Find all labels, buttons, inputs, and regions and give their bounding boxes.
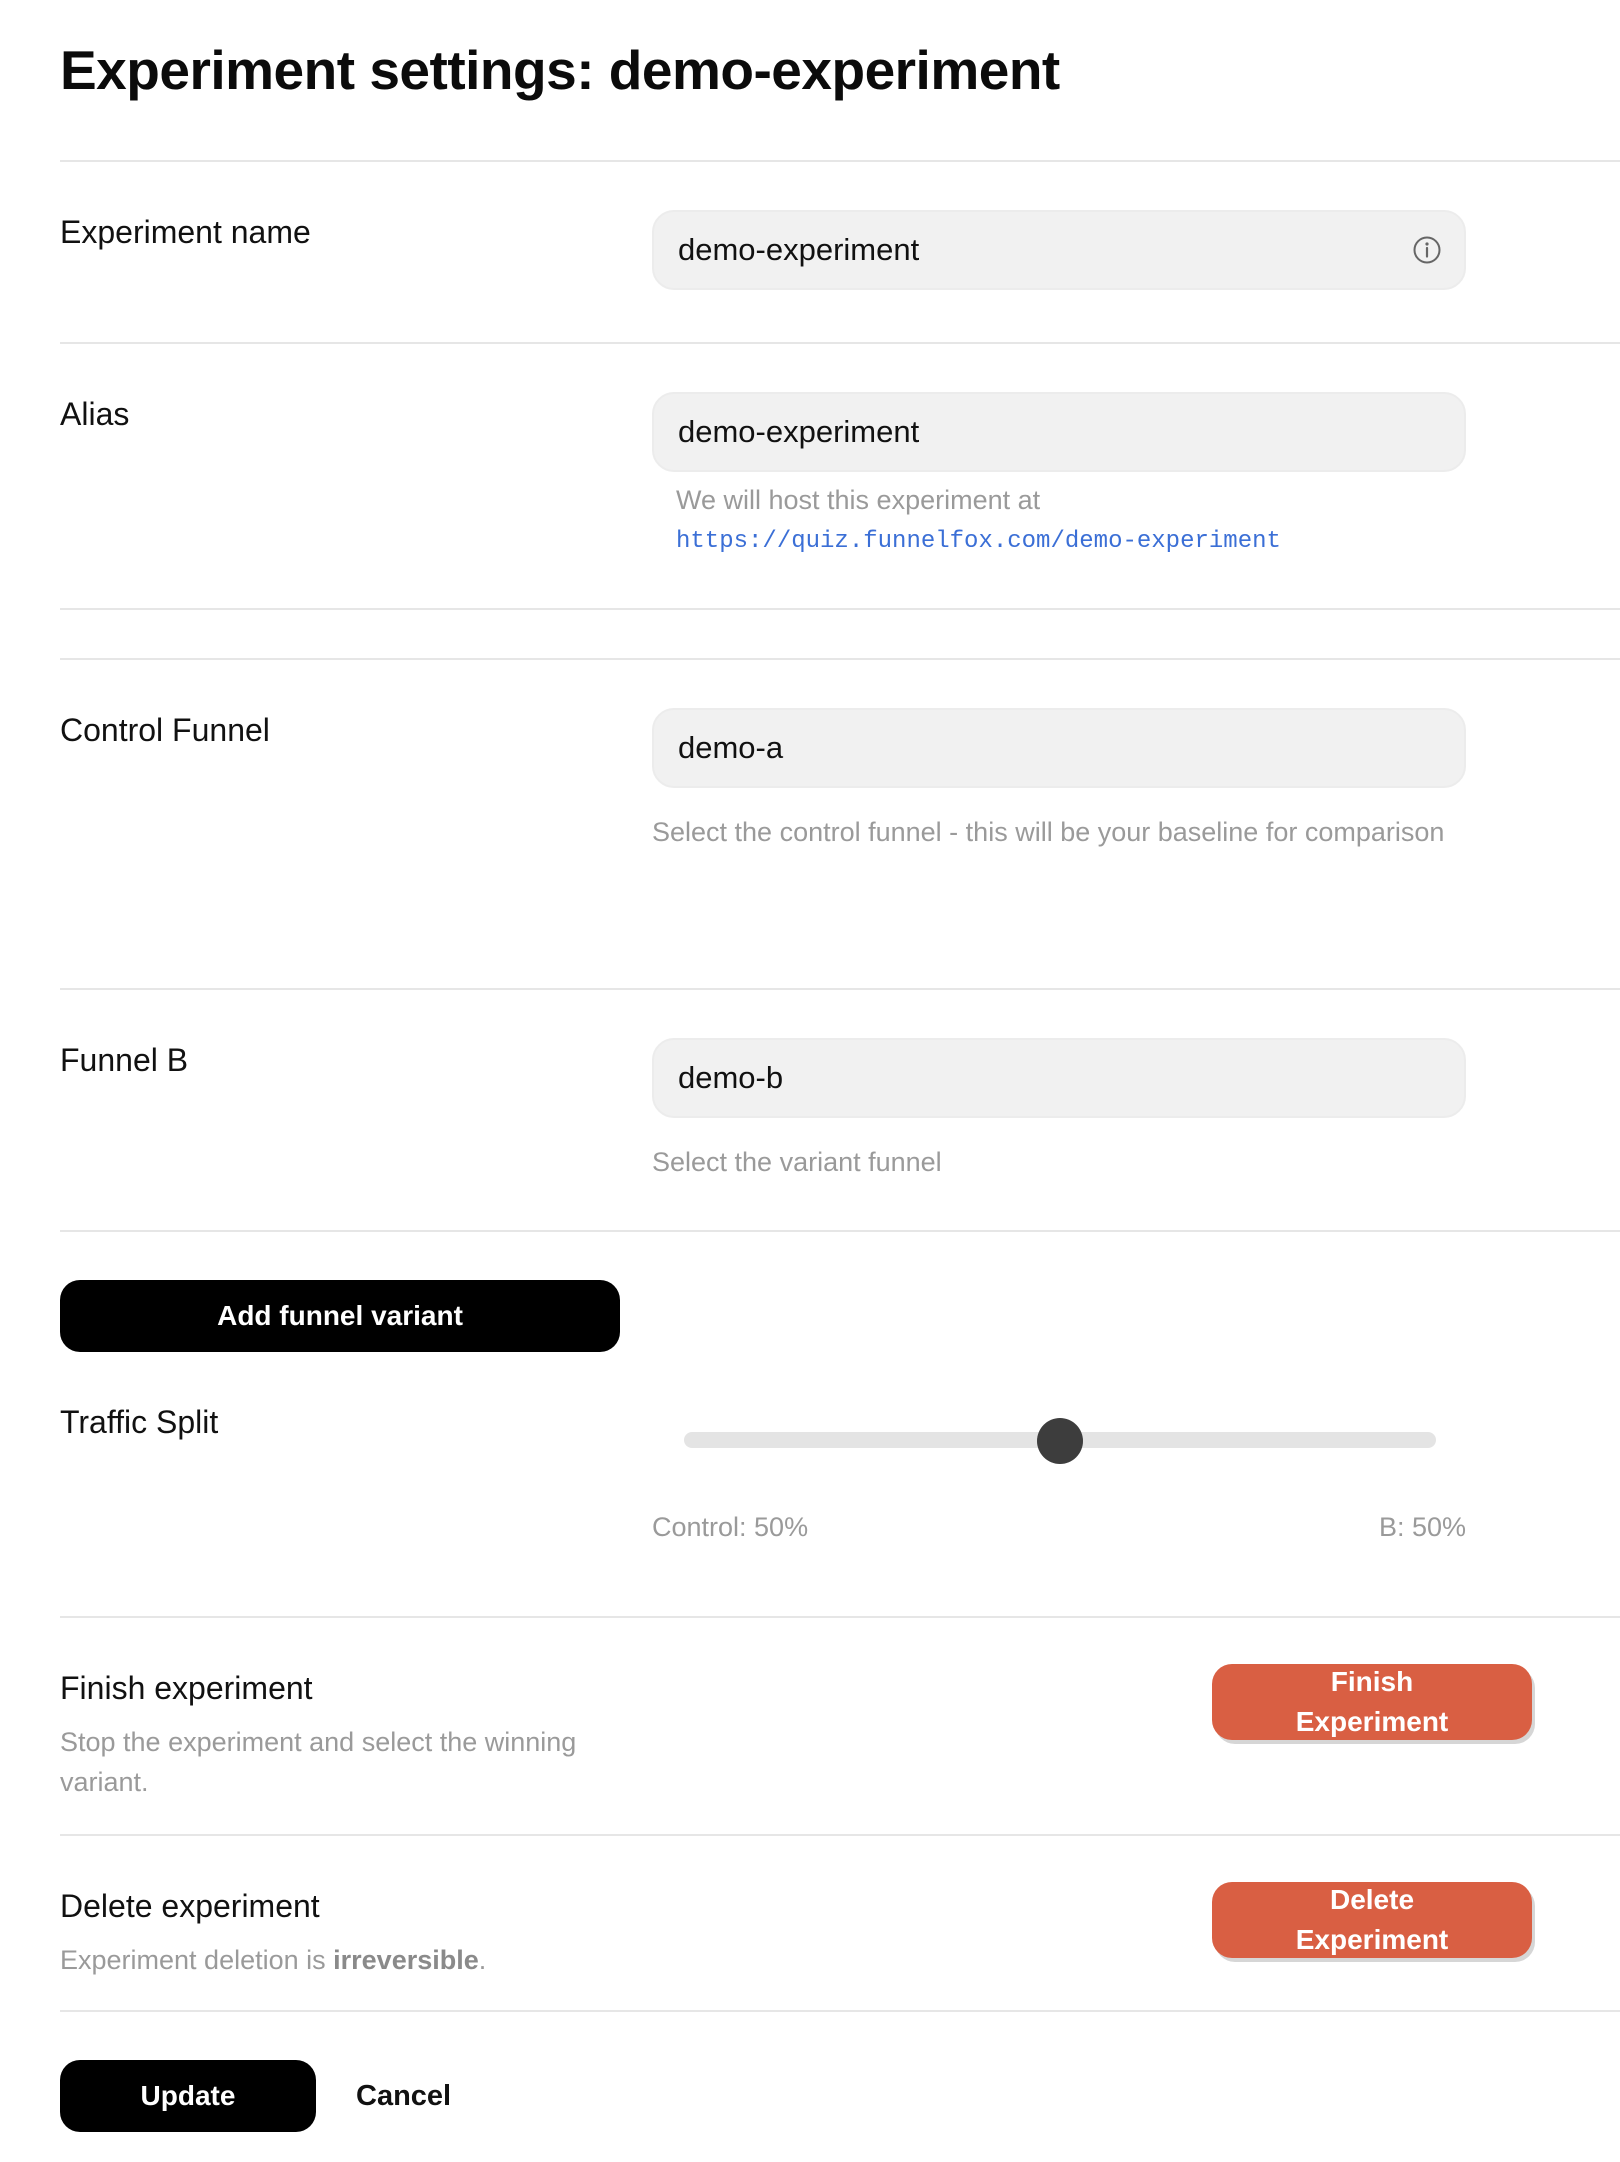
traffic-split-slider-handle[interactable] xyxy=(1037,1418,1083,1464)
control-funnel-select[interactable] xyxy=(652,708,1466,788)
delete-experiment-description xyxy=(60,1940,760,1980)
divider xyxy=(60,1230,1620,1232)
alias-url-link[interactable]: https://quiz.funnelfox.com/demo-experiment xyxy=(676,528,1281,555)
divider xyxy=(60,160,1620,162)
control-funnel-value: demo-a xyxy=(678,730,784,765)
divider xyxy=(60,608,1620,610)
b-split-text: B: 50% xyxy=(1378,1512,1466,1542)
update-button[interactable]: Update xyxy=(60,2060,316,2132)
finish-experiment-title: Finish experiment xyxy=(60,1670,313,1706)
funnel-b-label: Funnel B xyxy=(60,1042,189,1078)
page-title: Experiment settings: demo-experiment xyxy=(60,39,1060,101)
delete-description-prefix: Experiment deletion is xyxy=(60,1945,334,1975)
delete-experiment-button[interactable]: Delete Experiment xyxy=(1212,1882,1532,1958)
traffic-split-label: Traffic Split xyxy=(60,1404,219,1440)
delete-description-bold: irreversible xyxy=(333,1945,479,1975)
alias-help: We will host this experiment at xyxy=(676,485,1041,515)
finish-experiment-button[interactable]: Finish Experiment xyxy=(1212,1664,1532,1740)
divider xyxy=(60,1616,1620,1618)
control-split-text: Control: 50% xyxy=(652,1512,809,1542)
funnel-b-select[interactable] xyxy=(652,1038,1466,1118)
divider xyxy=(60,1834,1620,1836)
control-funnel-label: Control Funnel xyxy=(60,712,270,748)
add-funnel-variant-button[interactable]: Add funnel variant xyxy=(60,1280,620,1352)
experiment-name-value: demo-experiment xyxy=(678,232,920,267)
info-icon[interactable] xyxy=(1412,235,1442,265)
delete-description-suffix: . xyxy=(478,1945,487,1975)
finish-experiment-description: Stop the experiment and select the winning variant. xyxy=(60,1727,577,1797)
cancel-button[interactable]: Cancel xyxy=(356,2080,452,2112)
alias-value: demo-experiment xyxy=(678,414,920,449)
delete-experiment-title: Delete experiment xyxy=(60,1888,320,1924)
funnel-b-value: demo-b xyxy=(678,1060,784,1095)
divider xyxy=(60,658,1620,660)
experiment-name-label: Experiment name xyxy=(60,214,311,250)
divider xyxy=(60,342,1620,344)
control-funnel-help: Select the control funnel - this will be your baseline for comparison xyxy=(652,817,1445,847)
divider xyxy=(60,988,1620,990)
settings-page xyxy=(60,0,1620,2162)
alias-input[interactable] xyxy=(652,392,1466,472)
experiment-name-input[interactable] xyxy=(652,210,1466,290)
divider xyxy=(60,2010,1620,2012)
alias-label: Alias xyxy=(60,396,130,432)
funnel-b-help: Select the variant funnel xyxy=(652,1147,942,1177)
